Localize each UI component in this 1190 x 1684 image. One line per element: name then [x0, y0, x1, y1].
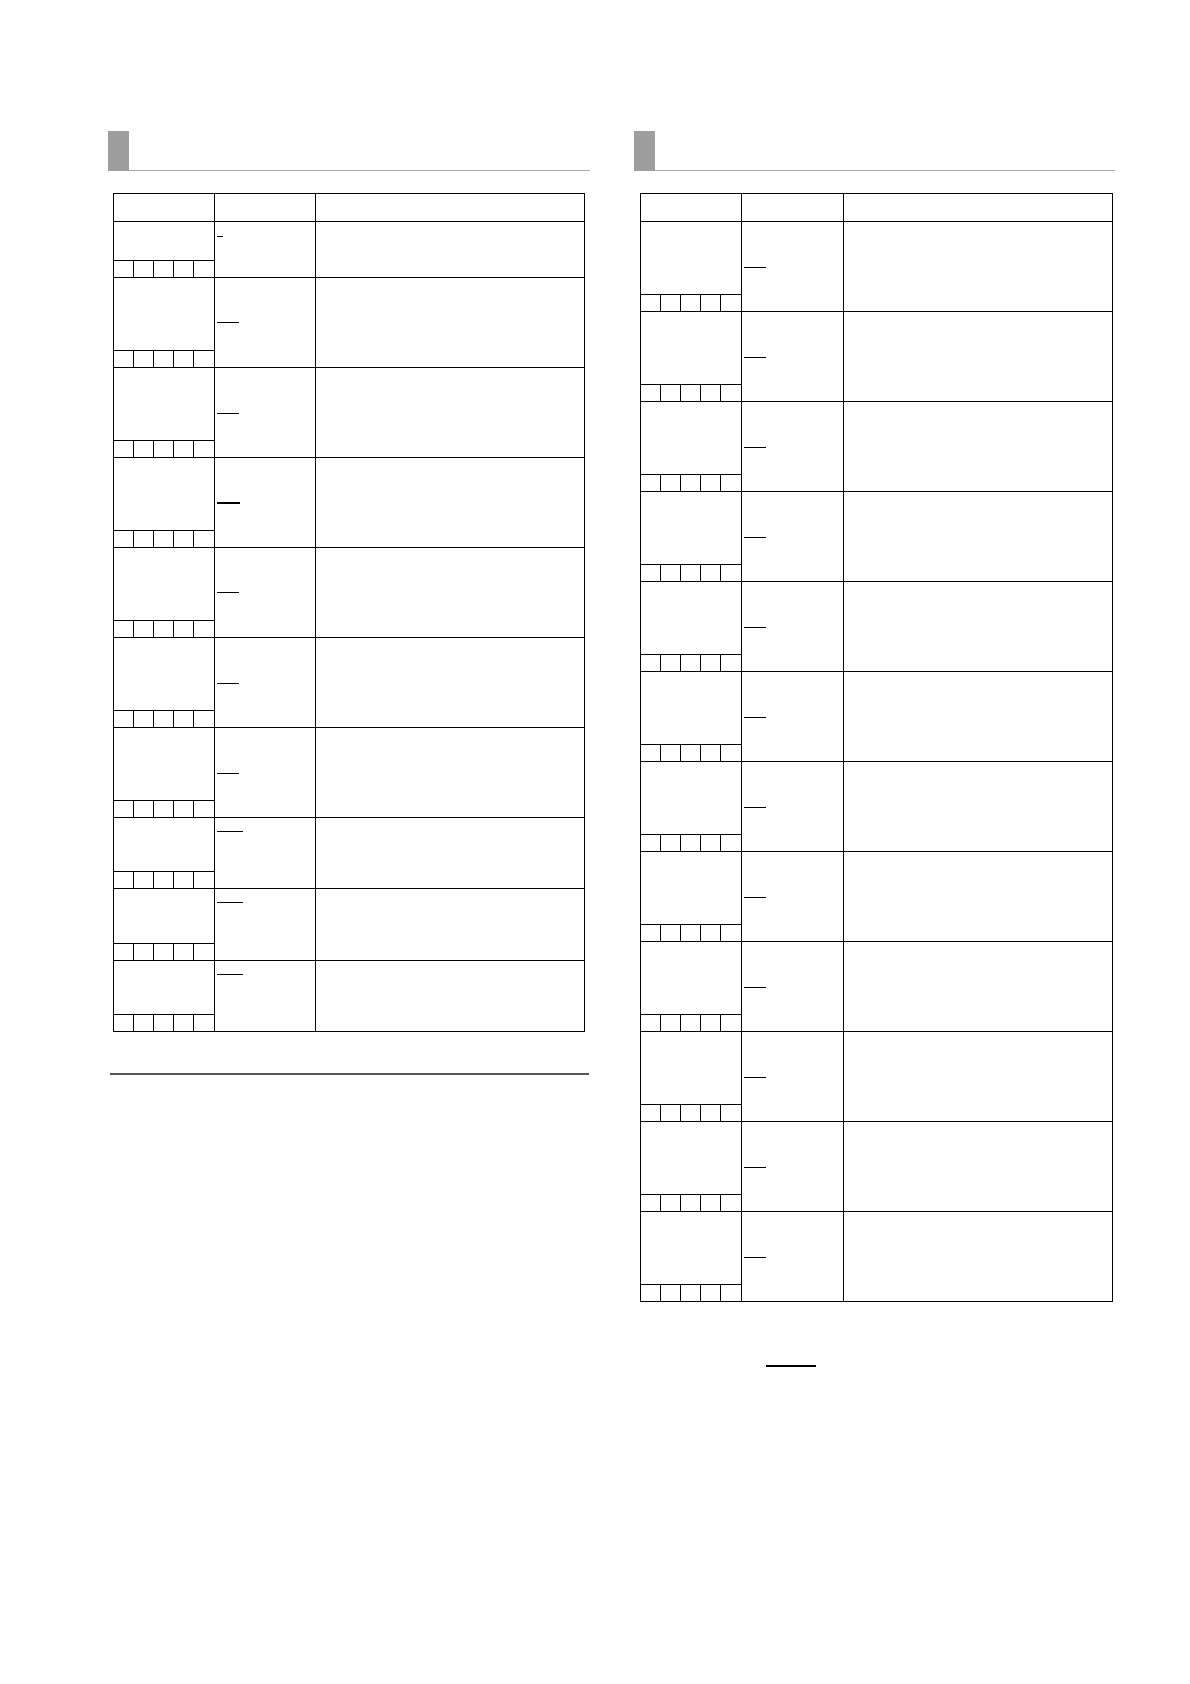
setting-cell [215, 818, 316, 889]
description-cell [316, 368, 585, 458]
setting-cell [742, 1212, 844, 1302]
table-row [641, 762, 1113, 852]
default-underline [217, 683, 239, 684]
description-cell [844, 222, 1113, 312]
default-underline [217, 322, 239, 323]
item-cell [114, 458, 215, 548]
table-row [114, 889, 585, 961]
default-underline [217, 236, 223, 237]
item-cell [114, 728, 215, 818]
item-cell [641, 312, 742, 402]
setting-cell [215, 728, 316, 818]
default-underline [217, 502, 240, 504]
setting-cell [742, 672, 844, 762]
item-cell [114, 818, 215, 889]
item-cell [114, 278, 215, 368]
setting-cell [215, 548, 316, 638]
description-cell [844, 492, 1113, 582]
mode-indicator-strip [114, 620, 214, 637]
header-setting [742, 194, 844, 222]
default-underline [744, 717, 766, 718]
item-cell [641, 222, 742, 312]
mode-indicator-strip [641, 294, 741, 311]
table-row [114, 368, 585, 458]
mode-indicator-strip [641, 1014, 741, 1031]
item-cell [114, 222, 215, 278]
setting-cell [742, 1032, 844, 1122]
mode-indicator-strip [641, 834, 741, 851]
table-row [641, 222, 1113, 312]
default-underline [744, 537, 766, 538]
table-row [114, 728, 585, 818]
table-row [641, 492, 1113, 582]
description-cell [844, 852, 1113, 942]
description-cell [316, 548, 585, 638]
default-underline [744, 987, 766, 988]
default-underline [217, 592, 239, 593]
description-cell [316, 222, 585, 278]
mode-indicator-strip [641, 474, 741, 491]
mode-indicator-strip [641, 654, 741, 671]
mode-indicator-strip [641, 1104, 741, 1121]
default-underline [744, 627, 766, 628]
setting-cell [215, 961, 316, 1032]
item-cell [641, 402, 742, 492]
setting-cell [215, 368, 316, 458]
table-row [641, 1212, 1113, 1302]
mode-indicator-strip [114, 710, 214, 727]
description-cell [316, 961, 585, 1032]
default-underline [744, 447, 766, 448]
left-section-tab [108, 131, 129, 171]
mode-indicator-strip [114, 440, 214, 457]
mode-indicator-strip [114, 943, 214, 960]
table-row [641, 852, 1113, 942]
header-item [114, 194, 215, 222]
mode-indicator-strip [641, 384, 741, 401]
right-settings-table [640, 193, 1113, 1302]
item-cell [114, 961, 215, 1032]
item-cell [641, 492, 742, 582]
table-row [114, 638, 585, 728]
item-cell [114, 889, 215, 961]
mode-indicator-strip [641, 924, 741, 941]
mode-indicator-strip [114, 260, 214, 277]
table-row [641, 1032, 1113, 1122]
table-row [641, 942, 1113, 1032]
table-row [114, 458, 585, 548]
item-cell [641, 762, 742, 852]
mode-indicator-strip [114, 530, 214, 547]
description-cell [316, 818, 585, 889]
left-table-header-row [114, 194, 585, 222]
default-underline [744, 1257, 766, 1258]
left-section-header [108, 131, 590, 171]
right-section-rule [655, 170, 1115, 171]
item-cell [641, 1122, 742, 1212]
mode-indicator-strip [641, 744, 741, 761]
mode-indicator-strip [641, 564, 741, 581]
table-row [641, 402, 1113, 492]
setting-cell [742, 1122, 844, 1212]
default-underline [217, 902, 243, 903]
description-cell [844, 942, 1113, 1032]
default-underline [217, 974, 243, 975]
table-row [114, 961, 585, 1032]
description-cell [844, 1122, 1113, 1212]
setting-cell [742, 402, 844, 492]
description-cell [316, 278, 585, 368]
description-cell [844, 1212, 1113, 1302]
item-cell [641, 672, 742, 762]
description-cell [844, 762, 1113, 852]
table-row [114, 278, 585, 368]
table-row [641, 312, 1113, 402]
setting-cell [215, 458, 316, 548]
left-bottom-divider [110, 1073, 589, 1075]
setting-cell [215, 889, 316, 961]
item-cell [641, 942, 742, 1032]
setting-cell [742, 852, 844, 942]
setting-cell [742, 312, 844, 402]
mode-indicator-strip [114, 871, 214, 888]
description-cell [316, 728, 585, 818]
item-cell [114, 638, 215, 728]
mode-indicator-strip [114, 1014, 214, 1031]
setting-cell [742, 492, 844, 582]
default-underline [744, 357, 766, 358]
table-row [114, 548, 585, 638]
description-cell [844, 672, 1113, 762]
page-number-underline [766, 1365, 816, 1367]
item-cell [641, 852, 742, 942]
table-row [641, 1122, 1113, 1212]
table-row [114, 818, 585, 889]
right-table-header-row [641, 194, 1113, 222]
left-section-rule [129, 170, 590, 171]
mode-indicator-strip [641, 1284, 741, 1301]
description-cell [316, 889, 585, 961]
item-cell [641, 1032, 742, 1122]
item-cell [114, 548, 215, 638]
setting-cell [742, 942, 844, 1032]
default-underline [744, 897, 766, 898]
header-description [316, 194, 585, 222]
setting-cell [742, 222, 844, 312]
item-cell [114, 368, 215, 458]
setting-cell [742, 762, 844, 852]
default-underline [217, 773, 239, 774]
setting-cell [215, 638, 316, 728]
mode-indicator-strip [114, 800, 214, 817]
default-underline [744, 1167, 766, 1168]
right-section-tab [634, 131, 655, 171]
header-description [844, 194, 1113, 222]
setting-cell [215, 278, 316, 368]
mode-indicator-strip [641, 1194, 741, 1211]
description-cell [316, 638, 585, 728]
header-item [641, 194, 742, 222]
default-underline [217, 831, 243, 832]
table-row [641, 582, 1113, 672]
table-row [114, 222, 585, 278]
setting-cell [742, 582, 844, 672]
description-cell [844, 582, 1113, 672]
right-section-header [634, 131, 1115, 171]
default-underline [744, 807, 766, 808]
setting-cell [215, 222, 316, 278]
description-cell [844, 402, 1113, 492]
mode-indicator-strip [114, 350, 214, 367]
table-row [641, 672, 1113, 762]
description-cell [844, 312, 1113, 402]
item-cell [641, 582, 742, 672]
default-underline [217, 413, 239, 414]
item-cell [641, 1212, 742, 1302]
description-cell [844, 1032, 1113, 1122]
default-underline [744, 267, 766, 268]
description-cell [316, 458, 585, 548]
left-settings-table [113, 193, 585, 1032]
header-setting [215, 194, 316, 222]
default-underline [744, 1077, 766, 1078]
